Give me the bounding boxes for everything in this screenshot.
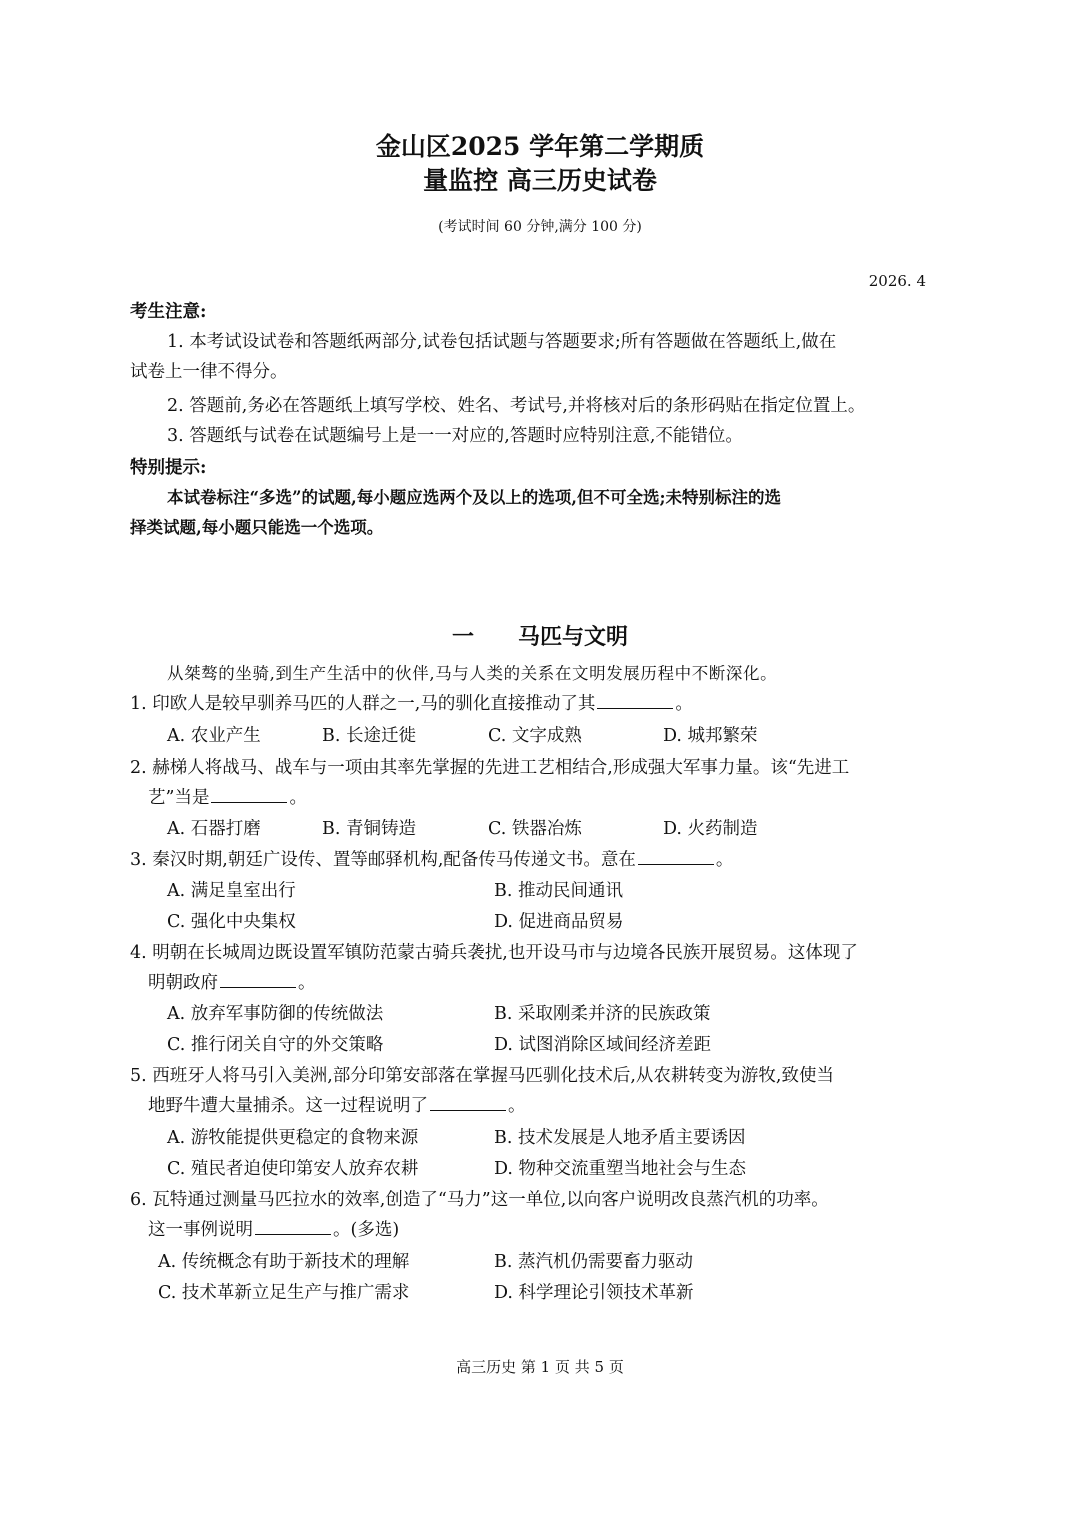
q2-option-c: C. 铁器冶炼 — [488, 819, 582, 839]
q5-option-a: A. 游牧能提供更稳定的食物来源 — [167, 1128, 419, 1148]
q3-option-b: B. 推动民间通讯 — [494, 881, 623, 901]
exam-title-line2: 量监控 高三历史试卷 — [423, 166, 657, 195]
question-4-stem-line1: 4. 明朝在长城周边既设置军镇防范蒙古骑兵袭扰,也开设马市与边境各民族开展贸易。这体现了 — [130, 943, 858, 963]
question-5-stem-line2 — [148, 1092, 526, 1117]
q2-option-d: D. 火药制造 — [663, 819, 758, 839]
question-2-stem-line2 — [148, 784, 307, 809]
question-3-text: 3. 秦汉时期,朝廷广设传、置等邮驿机构,配备传马传递文书。意在 — [130, 850, 636, 870]
question-5-end: 。 — [508, 1096, 526, 1116]
answer-blank — [430, 1109, 506, 1111]
section-intro: 从桀骜的坐骑,到生产生活中的伙伴,马与人类的关系在文明发展历程中不断深化。 — [167, 664, 778, 683]
answer-blank — [597, 707, 673, 709]
exam-date: 2026. 4 — [868, 272, 926, 290]
exam-title-line1: 金山区2025 学年第二学期质 — [375, 132, 705, 161]
question-5-stem-line1: 5. 西班牙人将马引入美洲,部分印第安部落在掌握马匹驯化技术后,从农耕转变为游牧,致使当 — [130, 1066, 834, 1086]
notice-item-3: 3. 答题纸与试卷在试题编号上是一一对应的,答题时应特别注意,不能错位。 — [167, 426, 743, 446]
q6-option-a: A. 传统概念有助于新技术的理解 — [158, 1252, 410, 1272]
notice-item-1-line2: 试卷上一律不得分。 — [130, 362, 288, 382]
q1-option-b: B. 长途迁徙 — [322, 726, 416, 746]
q4-option-b: B. 采取刚柔并济的民族政策 — [494, 1004, 711, 1024]
question-2-end: 。 — [289, 788, 307, 808]
question-3-end: 。 — [715, 850, 734, 870]
question-1-text: 1. 印欧人是较早驯养马匹的人群之一,马的驯化直接推动了其 — [130, 694, 596, 714]
notice-item-2: 2. 答题前,务必在答题纸上填写学校、姓名、考试号,并将核对后的条形码贴在指定位置上。 — [167, 396, 866, 416]
special-line1: 本试卷标注“多选”的试题,每小题应选两个及以上的选项,但不可全选;未特别标注的选 — [167, 488, 782, 507]
special-line2: 择类试题,每小题只能选一个选项。 — [130, 518, 384, 537]
question-5-text: 地野牛遭大量捕杀。这一过程说明了 — [148, 1096, 428, 1116]
q4-option-c: C. 推行闭关自守的外交策略 — [167, 1035, 384, 1055]
question-2-stem-line1: 2. 赫梯人将战马、战车与一项由其率先掌握的先进工艺相结合,形成强大军事力量。该“先进工 — [130, 758, 850, 778]
page-footer: 高三历史 第 1 页 共 5 页 — [456, 1358, 624, 1376]
question-4-stem-line2 — [148, 969, 316, 994]
answer-blank — [638, 863, 714, 865]
question-4-text: 明朝政府 — [148, 973, 218, 993]
answer-blank — [220, 986, 296, 988]
notice-item-1-line1: 1. 本考试设试卷和答题纸两部分,试卷包括试题与答题要求;所有答题做在答题纸上,做在 — [167, 332, 837, 352]
question-4-end: 。 — [298, 973, 316, 993]
question-6-text: 这一事例说明 — [148, 1220, 253, 1240]
q5-option-c: C. 殖民者迫使印第安人放弃农耕 — [167, 1159, 419, 1179]
answer-blank — [211, 801, 287, 803]
question-6-stem-line1: 6. 瓦特通过测量马匹拉水的效率,创造了“马力”这一单位,以向客户说明改良蒸汽机的功率。 — [130, 1190, 829, 1210]
q4-option-a: A. 放弃军事防御的传统做法 — [167, 1004, 384, 1024]
q1-option-d: D. 城邦繁荣 — [663, 726, 758, 746]
question-1-stem — [130, 690, 693, 715]
q4-option-d: D. 试图消除区域间经济差距 — [494, 1035, 712, 1055]
q1-option-a: A. 农业产生 — [167, 726, 261, 746]
question-6-end: 。(多选) — [333, 1220, 400, 1240]
q3-option-d: D. 促进商品贸易 — [494, 912, 624, 932]
notice-heading: 考生注意: — [130, 302, 207, 322]
question-2-text: 艺”当是 — [148, 788, 210, 808]
q2-option-b: B. 青铜铸造 — [322, 819, 416, 839]
q3-option-c: C. 强化中央集权 — [167, 912, 296, 932]
answer-blank — [255, 1233, 331, 1235]
section-heading — [0, 620, 1080, 651]
q1-option-c: C. 文字成熟 — [488, 726, 582, 746]
q5-option-d: D. 物种交流重塑当地社会与生态 — [494, 1159, 747, 1179]
q5-option-b: B. 技术发展是人地矛盾主要诱因 — [494, 1128, 746, 1148]
special-heading: 特别提示: — [130, 458, 207, 478]
q2-option-a: A. 石器打磨 — [167, 819, 261, 839]
question-3-stem — [130, 846, 733, 871]
section-title: 马匹与文明 — [518, 624, 629, 650]
question-1-end: 。 — [675, 694, 693, 714]
q6-option-c: C. 技术革新立足生产与推广需求 — [158, 1283, 410, 1303]
section-number: 一 — [451, 624, 474, 650]
q6-option-b: B. 蒸汽机仍需要畜力驱动 — [494, 1252, 693, 1272]
question-6-stem-line2 — [148, 1216, 399, 1241]
q6-option-d: D. 科学理论引领技术革新 — [494, 1283, 694, 1303]
exam-subtitle: (考试时间 60 分钟,满分 100 分) — [438, 219, 642, 235]
q3-option-a: A. 满足皇室出行 — [167, 881, 296, 901]
